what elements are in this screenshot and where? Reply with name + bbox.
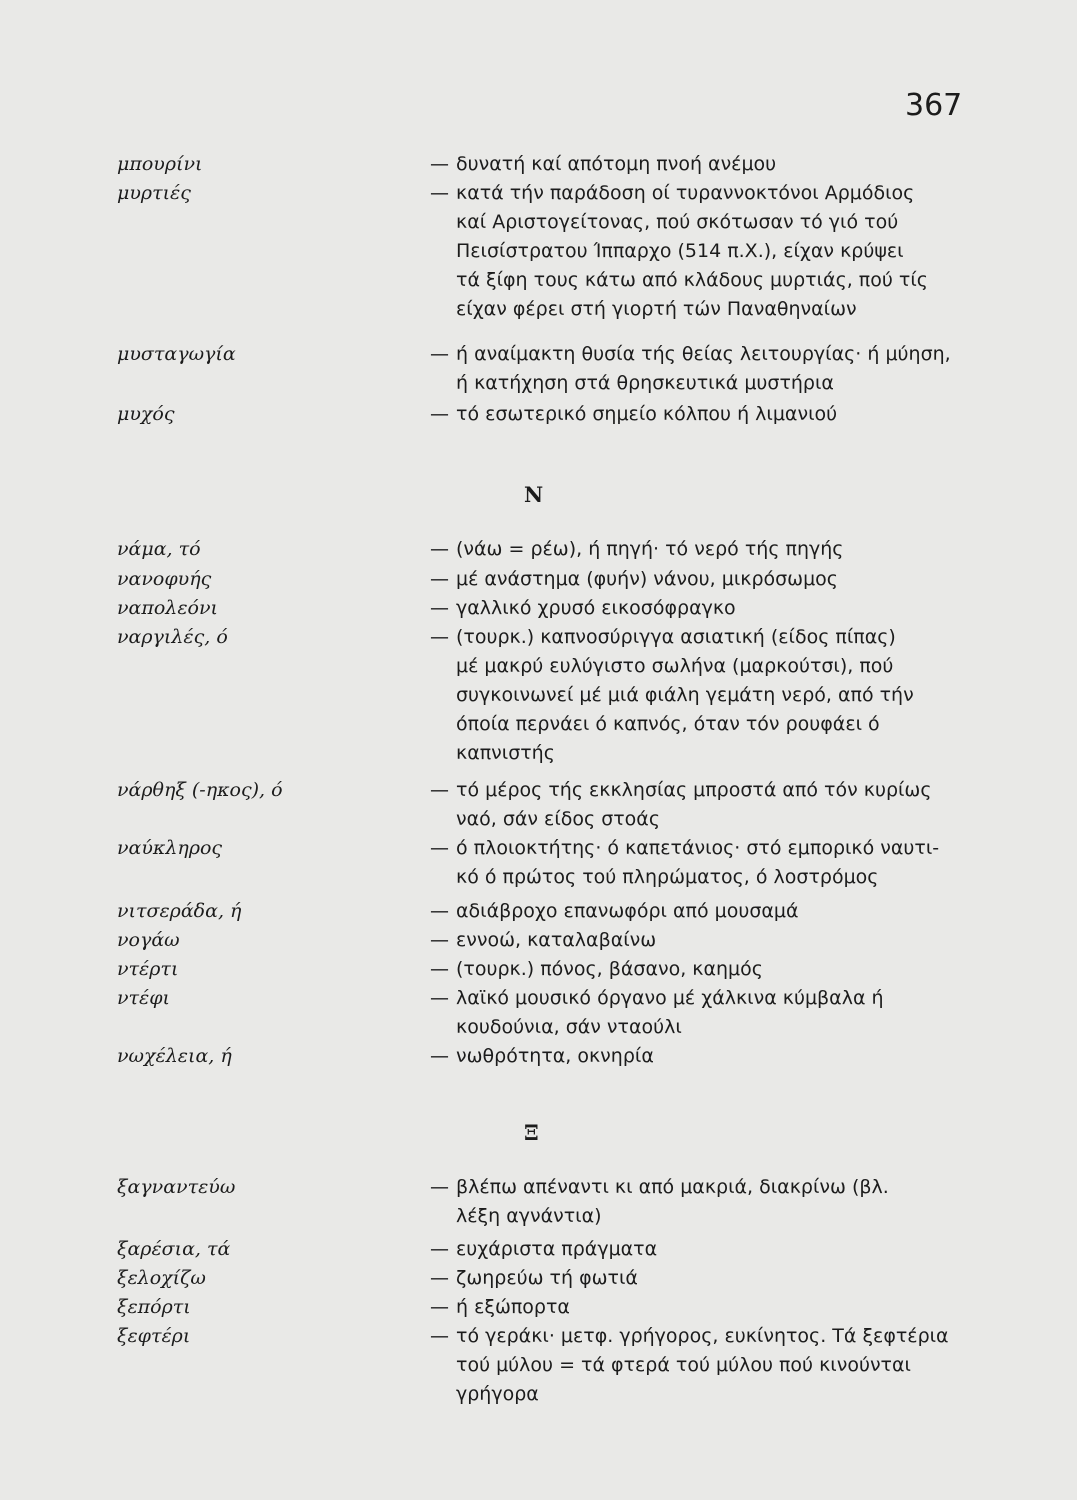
entry-definition — [456, 623, 956, 768]
entry-definition — [456, 984, 956, 1042]
definition-line: καπνιστής — [456, 742, 555, 764]
entry-definition — [456, 565, 956, 594]
definition-line: λαϊκό μουσικό όργανο μέ χάλκινα κύμβαλα ή — [456, 987, 884, 1009]
entry-definition — [456, 1235, 956, 1264]
entry-definition — [456, 340, 956, 398]
definition-line: καί Αριστογείτονας, πού σκότωσαν τό γιό τού — [456, 211, 899, 233]
definition-line: (τουρκ.) καπνοσύριγγα ασιατική (είδος πίπας) — [456, 626, 896, 648]
section-letter: Ν — [524, 482, 544, 507]
entry-definition — [456, 897, 956, 926]
definition-line: Πεισίστρατου Ίππαρχο (514 π.Χ.), είχαν κρύψει — [456, 240, 904, 262]
definition-line: ναό, σάν είδος στοάς — [456, 808, 660, 830]
definition-line: αδιάβροχο επανωφόρι από μουσαμά — [456, 900, 799, 922]
entry-term: ναπολεόνι — [117, 597, 218, 619]
definition-line: ή κατήχηση στά θρησκευτικά μυστήρια — [456, 372, 834, 394]
entry-definition — [456, 926, 956, 955]
definition-line: μέ μακρύ ευλύγιστο σωλήνα (μαρκούτσι), πού — [456, 655, 894, 677]
definition-line: τά ξίφη τους κάτω από κλάδους μυρτιάς, πού τίς — [456, 269, 928, 291]
entry-definition — [456, 1264, 956, 1293]
definition-line: μέ ανάστημα (φυήν) νάνου, μικρόσωμος — [456, 568, 838, 590]
entry-definition — [456, 150, 956, 179]
entry-definition — [456, 179, 956, 324]
entry-dash: — — [430, 182, 449, 204]
definition-line: νωθρότητα, οκνηρία — [456, 1045, 654, 1067]
entry-dash: — — [430, 837, 449, 859]
definition-line: γαλλικό χρυσό εικοσόφραγκο — [456, 597, 736, 619]
entry-definition — [456, 1042, 956, 1071]
entry-definition — [456, 1173, 956, 1231]
entry-dash: — — [430, 626, 449, 648]
definition-line: τό γεράκι· μετφ. γρήγορος, ευκίνητος. Τά ξεφτέρια — [456, 1325, 949, 1347]
entry-term: μπουρίνι — [117, 153, 203, 175]
entry-term: μυσταγωγία — [117, 343, 236, 365]
entry-term: ξαγναντεύω — [117, 1176, 236, 1198]
entry-dash: — — [430, 153, 449, 175]
entry-definition — [456, 594, 956, 623]
definition-line: ευχάριστα πράγματα — [456, 1238, 658, 1260]
entry-dash: — — [430, 403, 449, 425]
definition-line: βλέπω απέναντι κι από μακριά, διακρίνω (βλ. — [456, 1176, 889, 1198]
entry-dash: — — [430, 1045, 449, 1067]
definition-line: συγκοινωνεί μέ μιά φιάλη γεμάτη νερό, από τήν — [456, 684, 914, 706]
definition-line: εννοώ, καταλαβαίνω — [456, 929, 657, 951]
entry-term: ξελοχίζω — [117, 1267, 206, 1289]
definition-line: τό εσωτερικό σημείο κόλπου ή λιμανιού — [456, 403, 838, 425]
definition-line: γρήγορα — [456, 1383, 539, 1405]
entry-term: νάμα, τό — [117, 538, 201, 560]
section-letter: Ξ — [524, 1120, 539, 1145]
entry-dash: — — [430, 1325, 449, 1347]
entry-dash: — — [430, 1176, 449, 1198]
definition-line: τό μέρος τής εκκλησίας μπροστά από τόν κυρίως — [456, 779, 932, 801]
entry-term: ξαρέσια, τά — [117, 1238, 231, 1260]
entry-term: νανοφυής — [117, 568, 212, 590]
entry-dash: — — [430, 343, 449, 365]
entry-definition — [456, 776, 956, 834]
entry-dash: — — [430, 597, 449, 619]
entry-dash: — — [430, 779, 449, 801]
entry-dash: — — [430, 987, 449, 1009]
entry-dash: — — [430, 1296, 449, 1318]
entry-dash: — — [430, 568, 449, 590]
definition-line: λέξη αγνάντια) — [456, 1205, 602, 1227]
definition-line: ό πλοιοκτήτης· ό καπετάνιος· στό εμπορικό ναυτι- — [456, 837, 940, 859]
page-number: 367 — [905, 88, 963, 123]
entry-definition — [456, 955, 956, 984]
definition-line: (νάω = ρέω), ή πηγή· τό νερό τής πηγής — [456, 538, 844, 560]
definition-line: κουδούνια, σάν νταούλι — [456, 1016, 682, 1038]
definition-line: ή εξώπορτα — [456, 1296, 570, 1318]
entry-dash: — — [430, 1238, 449, 1260]
entry-term: ξεφτέρι — [117, 1325, 191, 1347]
definition-line: τού μύλου = τά φτερά τού μύλου πού κινούνται — [456, 1354, 911, 1376]
entry-dash: — — [430, 958, 449, 980]
entry-definition — [456, 535, 956, 564]
entry-term: νωχέλεια, ή — [117, 1045, 232, 1067]
entry-dash: — — [430, 900, 449, 922]
entry-definition — [456, 1293, 956, 1322]
entry-term: νογάω — [117, 929, 180, 951]
definition-line: ζωηρεύω τή φωτιά — [456, 1267, 638, 1289]
entry-term: ναύκληρος — [117, 837, 223, 859]
definition-line: δυνατή καί απότομη πνοή ανέμου — [456, 153, 777, 175]
entry-term: ντέφι — [117, 987, 171, 1009]
entry-term: ναργιλές, ό — [117, 626, 228, 648]
definition-line: όποία περνάει ό καπνός, όταν τόν ρουφάει ό — [456, 713, 880, 735]
entry-term: ξεπόρτι — [117, 1296, 191, 1318]
definition-line: κατά τήν παράδοση οί τυραννοκτόνοι Αρμόδιος — [456, 182, 915, 204]
entry-term: νάρθηξ (-ηκος), ό — [117, 779, 283, 801]
entry-dash: — — [430, 538, 449, 560]
entry-term: μυρτιές — [117, 182, 191, 204]
definition-line: ή αναίμακτη θυσία τής θείας λειτουργίας· ή μύηση, — [456, 343, 951, 365]
entry-term: νιτσεράδα, ή — [117, 900, 242, 922]
definition-line: κό ό πρώτος τού πληρώματος, ό λοστρόμος — [456, 866, 879, 888]
entry-dash: — — [430, 929, 449, 951]
entry-term: μυχός — [117, 403, 175, 425]
entry-term: ντέρτι — [117, 958, 179, 980]
entry-definition — [456, 1322, 956, 1409]
entry-definition — [456, 834, 956, 892]
definition-line: (τουρκ.) πόνος, βάσανο, καημός — [456, 958, 763, 980]
definition-line: είχαν φέρει στή γιορτή τών Παναθηναίων — [456, 298, 857, 320]
entry-definition — [456, 400, 956, 429]
entry-dash: — — [430, 1267, 449, 1289]
